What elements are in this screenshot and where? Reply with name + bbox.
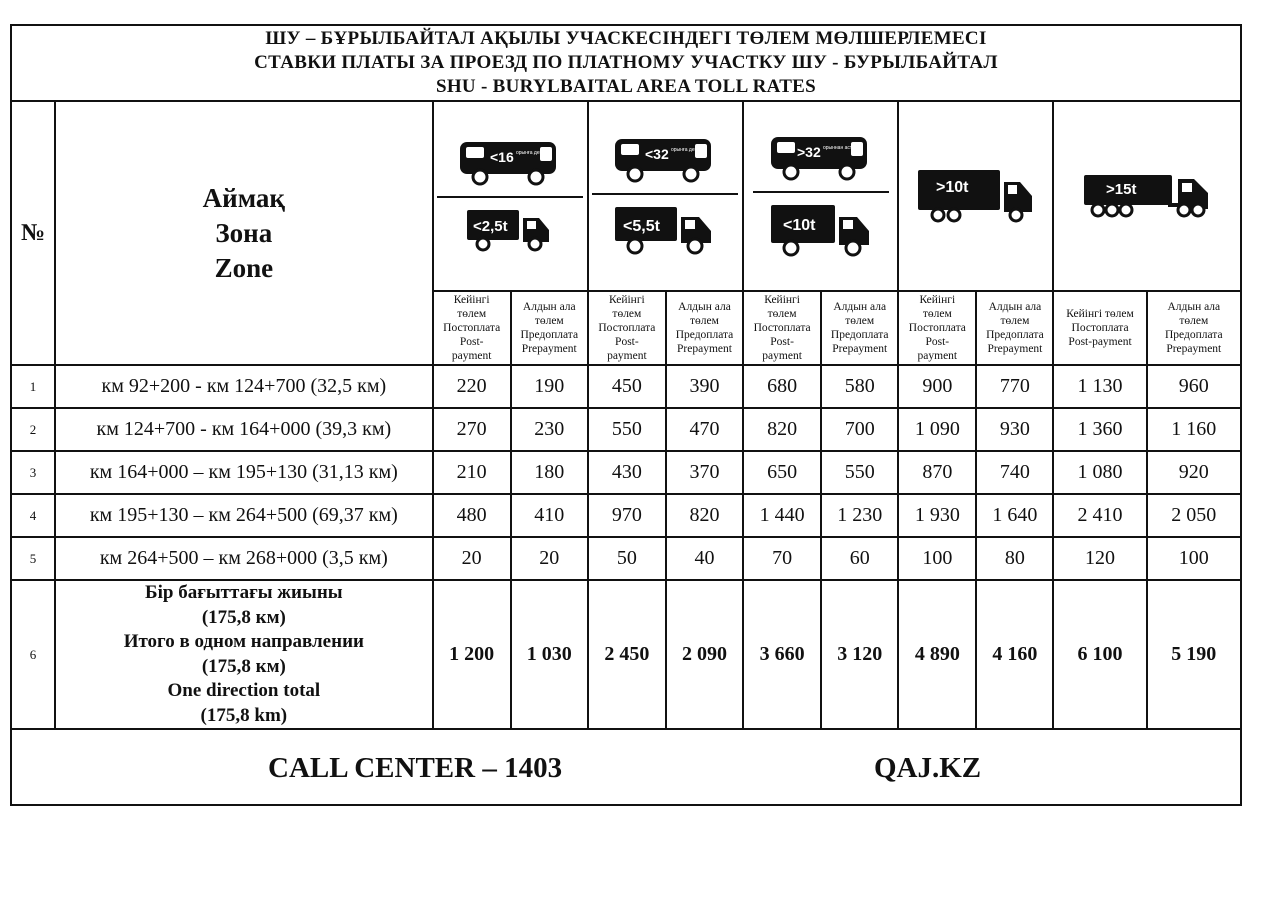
- rate-cell: 480: [433, 494, 511, 537]
- rate-cell: 550: [821, 451, 898, 494]
- row-number: 1: [11, 365, 55, 408]
- row-number: 5: [11, 537, 55, 580]
- total-label: Бір бағыттағы жиыны (175,8 км) Итого в одном направлении (175,8 км) One direction total (175,8 km): [55, 580, 433, 729]
- prepayment-header: Алдын ала төлем Предоплата Prepayment: [821, 291, 898, 365]
- svg-text:орыннан астам: орыннан астам: [822, 145, 858, 151]
- total-cell: 1 200: [433, 580, 511, 729]
- rate-cell: 2 050: [1147, 494, 1241, 537]
- svg-text:>15t: >15t: [1106, 181, 1137, 198]
- number-header: №: [11, 101, 55, 365]
- prepayment-header: Алдын ала төлем Предоплата Prepayment: [1147, 291, 1241, 365]
- zone-cell: км 195+130 – км 264+500 (69,37 км): [55, 494, 433, 537]
- vehicle-class-4: [898, 101, 1053, 291]
- truck-icon: [465, 208, 555, 252]
- rate-cell: 1 160: [1147, 408, 1241, 451]
- title-russian: СТАВКИ ПЛАТЫ ЗА ПРОЕЗД ПО ПЛАТНОМУ УЧАСТКУ ШУ - БУРЫЛБАЙТАЛ: [254, 52, 998, 73]
- rate-cell: 180: [511, 451, 588, 494]
- svg-text:<16: <16: [490, 149, 514, 165]
- rate-cell: 430: [588, 451, 666, 494]
- rate-cell: 410: [511, 494, 588, 537]
- bus-icon: [458, 140, 562, 186]
- postpayment-header: Кейінгі төлем Постоплата Post- payment: [898, 291, 976, 365]
- total-cell: 2 090: [666, 580, 743, 729]
- rate-cell: 550: [588, 408, 666, 451]
- row-number: 3: [11, 451, 55, 494]
- svg-text:<32: <32: [645, 146, 670, 162]
- rate-cell: 870: [898, 451, 976, 494]
- svg-text:орынға дейін: орынға дейін: [671, 147, 702, 153]
- footer: [11, 729, 1241, 805]
- rate-cell: 1 230: [821, 494, 898, 537]
- svg-text:орынға дейін: орынға дейін: [516, 150, 547, 156]
- rate-cell: 370: [666, 451, 743, 494]
- row-number: 6: [11, 580, 55, 729]
- bus-icon: [613, 137, 717, 183]
- table-row: [11, 494, 1241, 537]
- zone-cell: км 92+200 - км 124+700 (32,5 км): [55, 365, 433, 408]
- table-row: [11, 365, 1241, 408]
- svg-text:<2,5t: <2,5t: [473, 218, 508, 235]
- rate-cell: 920: [1147, 451, 1241, 494]
- rate-cell: 390: [666, 365, 743, 408]
- rate-cell: 80: [976, 537, 1053, 580]
- bus-icon: [769, 135, 873, 181]
- rate-cell: 60: [821, 537, 898, 580]
- total-cell: 4 160: [976, 580, 1053, 729]
- rate-cell: 770: [976, 365, 1053, 408]
- postpayment-header: Кейінгі төлем Постоплата Post-payment: [1053, 291, 1146, 365]
- rate-cell: 1 130: [1053, 365, 1146, 408]
- rate-cell: 740: [976, 451, 1053, 494]
- rate-cell: 20: [433, 537, 511, 580]
- rate-cell: 2 410: [1053, 494, 1146, 537]
- prepayment-header: Алдын ала төлем Предоплата Prepayment: [976, 291, 1053, 365]
- rate-cell: 470: [666, 408, 743, 451]
- rate-cell: 450: [588, 365, 666, 408]
- rate-cell: 1 930: [898, 494, 976, 537]
- total-cell: 5 190: [1147, 580, 1241, 729]
- rate-cell: 930: [976, 408, 1053, 451]
- rate-cell: 1 360: [1053, 408, 1146, 451]
- table-row: [11, 537, 1241, 580]
- truck-icon: [613, 205, 717, 255]
- total-cell: 2 450: [588, 580, 666, 729]
- rate-cell: 1 080: [1053, 451, 1146, 494]
- rate-cell: 900: [898, 365, 976, 408]
- zone-header: Аймақ Зона Zone: [55, 101, 433, 365]
- rate-cell: 70: [743, 537, 821, 580]
- rate-cell: 1 090: [898, 408, 976, 451]
- prepayment-header: Алдын ала төлем Предоплата Prepayment: [666, 291, 743, 365]
- vehicle-class-5: [1053, 101, 1241, 291]
- vehicle-class-3: [743, 101, 898, 291]
- icon-divider: [753, 191, 889, 193]
- icon-divider: [592, 193, 738, 195]
- table-title: [11, 25, 1241, 101]
- svg-text:>32: >32: [796, 144, 821, 160]
- svg-text:<5,5t: <5,5t: [623, 218, 661, 235]
- zone-cell: км 164+000 – км 195+130 (31,13 км): [55, 451, 433, 494]
- title-kazakh: ШУ – БҰРЫЛБАЙТАЛ АҚЫЛЫ УЧАСКЕСІНДЕГІ ТӨЛЕМ МӨЛШЕРЛЕМЕСІ: [265, 28, 987, 49]
- icon-divider: [437, 196, 583, 198]
- rate-cell: 680: [743, 365, 821, 408]
- vehicle-class-1: [433, 101, 588, 291]
- rate-cell: 580: [821, 365, 898, 408]
- svg-text:>10t: >10t: [935, 179, 969, 196]
- rate-cell: 960: [1147, 365, 1241, 408]
- rate-cell: 820: [666, 494, 743, 537]
- rate-cell: 100: [898, 537, 976, 580]
- trailer-truck-icon: [1082, 173, 1212, 219]
- vehicle-class-2: [588, 101, 743, 291]
- rate-cell: 190: [511, 365, 588, 408]
- rate-cell: 210: [433, 451, 511, 494]
- truck-icon: [769, 203, 873, 257]
- prepayment-header: Алдын ала төлем Предоплата Prepayment: [511, 291, 588, 365]
- table-row: [11, 408, 1241, 451]
- total-cell: 4 890: [898, 580, 976, 729]
- rate-cell: 40: [666, 537, 743, 580]
- postpayment-header: Кейінгі төлем Постоплата Post- payment: [743, 291, 821, 365]
- website: QAJ.KZ: [874, 752, 982, 784]
- rate-cell: 100: [1147, 537, 1241, 580]
- rate-cell: 820: [743, 408, 821, 451]
- total-cell: 6 100: [1053, 580, 1146, 729]
- table-row: [11, 451, 1241, 494]
- truck-icon: [916, 168, 1036, 224]
- rate-cell: 50: [588, 537, 666, 580]
- total-row: [11, 580, 1241, 729]
- total-cell: 3 120: [821, 580, 898, 729]
- rate-cell: 970: [588, 494, 666, 537]
- rate-cell: 650: [743, 451, 821, 494]
- total-cell: 1 030: [511, 580, 588, 729]
- toll-rates-table: [10, 24, 1242, 806]
- row-number: 4: [11, 494, 55, 537]
- rate-cell: 220: [433, 365, 511, 408]
- rate-cell: 120: [1053, 537, 1146, 580]
- postpayment-header: Кейінгі төлем Постоплата Post- payment: [433, 291, 511, 365]
- zone-cell: км 124+700 - км 164+000 (39,3 км): [55, 408, 433, 451]
- call-center: CALL CENTER – 1403: [268, 752, 563, 784]
- rate-cell: 1 640: [976, 494, 1053, 537]
- row-number: 2: [11, 408, 55, 451]
- rate-cell: 230: [511, 408, 588, 451]
- zone-cell: км 264+500 – км 268+000 (3,5 км): [55, 537, 433, 580]
- postpayment-header: Кейінгі төлем Постоплата Post- payment: [588, 291, 666, 365]
- rate-cell: 700: [821, 408, 898, 451]
- rate-cell: 270: [433, 408, 511, 451]
- svg-text:<10t: <10t: [782, 217, 816, 234]
- title-english: SHU - BURYLBAITAL AREA TOLL RATES: [435, 76, 817, 97]
- rate-cell: 1 440: [743, 494, 821, 537]
- rate-cell: 20: [511, 537, 588, 580]
- total-cell: 3 660: [743, 580, 821, 729]
